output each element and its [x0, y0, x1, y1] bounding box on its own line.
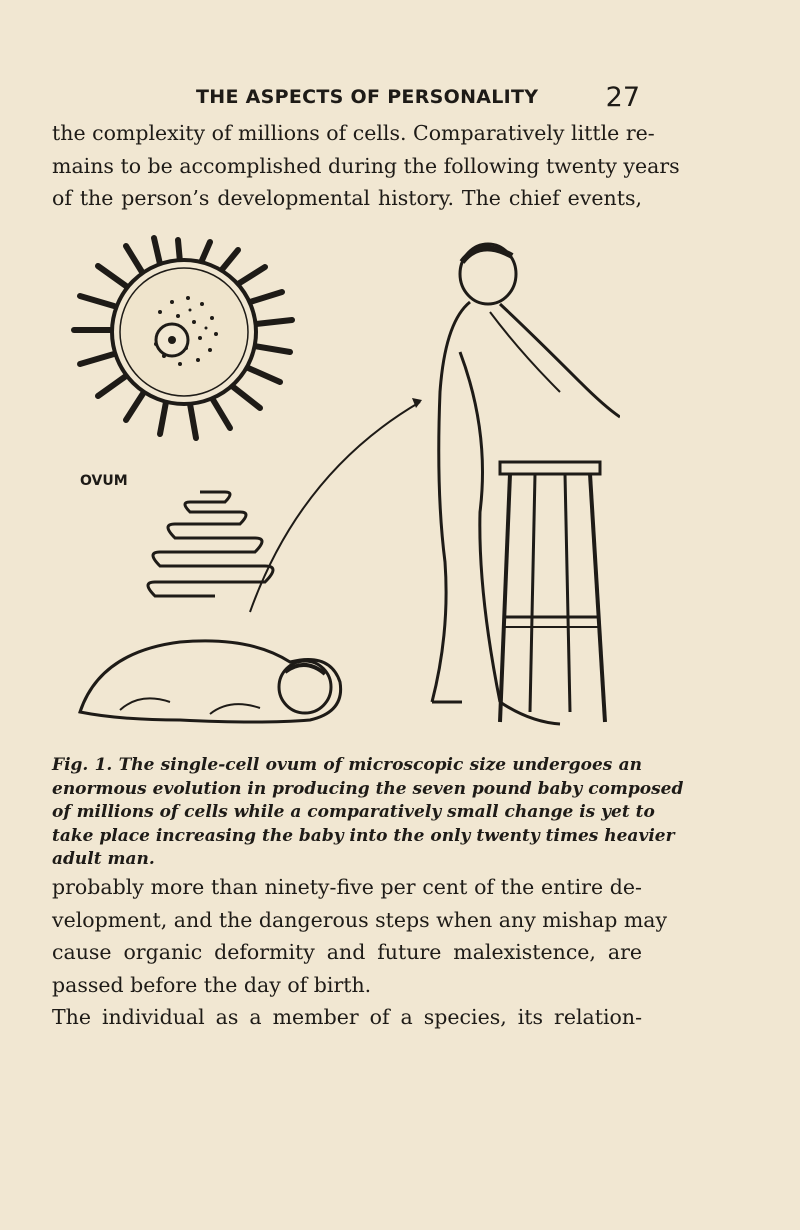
text-line: mains to be accomplished during the following twenty years [52, 153, 680, 178]
text-line: passed before the day of birth. [52, 972, 372, 997]
body-text-top [52, 117, 680, 215]
page-number: 27 [605, 82, 640, 113]
text-line: probably more than ninety-five per cent of the entire de- [52, 875, 642, 899]
text-line: velopment, and the dangerous steps when any mishap may [52, 907, 668, 932]
text-line: the complexity of millions of cells. Comparatively little re- [52, 121, 655, 145]
text-line: The individual as a member of a species, its relation- [52, 1005, 642, 1029]
running-head [50, 82, 640, 122]
ovum-label: OVUM [80, 473, 128, 489]
adult-man-figure [432, 244, 620, 724]
caption-line: adult man. [52, 849, 155, 869]
running-title: THE ASPECTS OF PERSONALITY [196, 86, 539, 108]
caption-line: take place increasing the baby into the only twenty times heavier [52, 825, 675, 846]
ovum-icon [74, 238, 292, 438]
caption-line: of millions of cells while a comparatively small change is yet to [52, 802, 655, 822]
caption-line: Fig. 1. The single-cell ovum of microscopic size undergoes an [52, 755, 642, 775]
figure-caption [52, 754, 684, 872]
body-text-bottom [52, 871, 668, 1034]
baby-figure [80, 641, 341, 722]
figure-illustration [60, 232, 620, 742]
text-line: cause organic deformity and future malexistence, are [52, 940, 642, 964]
text-line: of the person’s developmental history. The chief events, [52, 186, 642, 210]
ovum-baby-man-drawing [60, 232, 620, 742]
caption-line: enormous evolution in producing the seven pound baby composed [52, 778, 684, 799]
